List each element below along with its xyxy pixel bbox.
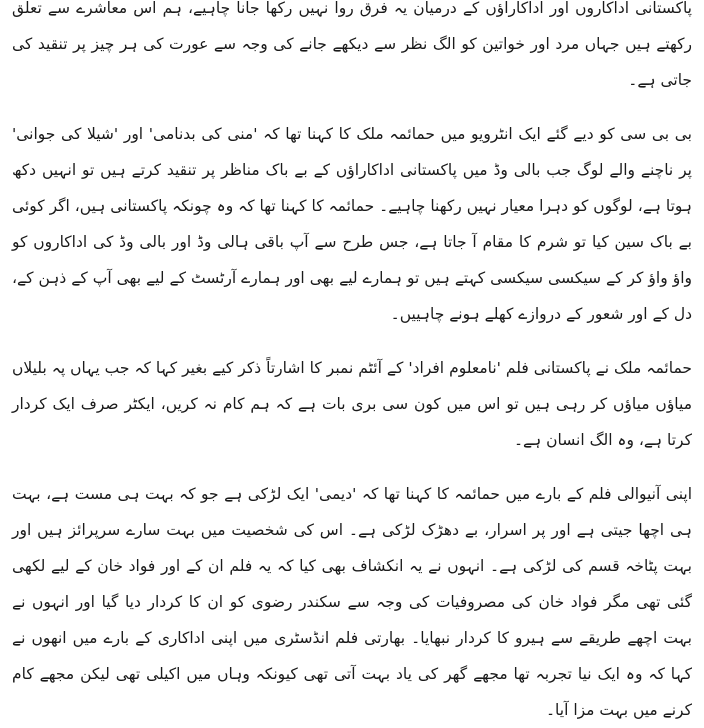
article-paragraph-4: اپنی آنیوالی فلم کے بارے میں حمائمہ کا کہنا تھا کہ 'دیمی' ایک لڑکی ہے جو کہ بہت ہی مست ہے، بہت ہی اچھا جیتی ہے اور پر اسرار، بے دھڑک لڑکی ہے۔ اس کی شخصیت میں بہت سارے سرپرائز ہیں اور بہت پٹاخہ قسم کی لڑکی ہے۔ انہوں نے یہ انکشاف بھی کیا کہ یہ فلم ان کے اور فواد خان کے لیے لکھی گئی تھی مگر فواد خان کی مصروفیات کی وجہ سے سکندر رضوی کو ان کا کردار دیا گیا اور انہوں نے بہت اچھے طریقے سے ہیرو کا کردار نبھایا۔ بھارتی فلم انڈسٹری میں اپنی اداکاری کے بارے میں انھوں نے کہا کہ وہ ایک نیا تجربہ تھا مجھے گھر کی یاد بہت آتی تھی کیونکہ وہاں میں اکیلی تھی لیکن مجھے کام کرنے میں بہت مزا آیا۔ [12,485,692,719]
article-paragraph-2: بی بی سی کو دیے گئے ایک انٹرویو میں حمائمہ ملک کا کہنا تھا کہ 'منی کی بدنامی' اور 'شیلا کی جوانی' پر ناچنے والے لوگ جب بالی وڈ میں پاکستانی اداکاراؤں کے بے باک مناظر پر تنقید کرتے ہیں تو انہیں دکھ ہوتا ہے، لوگوں کو دہرا معیار نہیں رکھنا چاہیے۔ حمائمہ کا کہنا تھا کہ وہ چونکہ پاکستانی ہیں، اگر کوئی بے باک سین کیا تو شرم کا مقام آ جاتا ہے، جس طرح سے آپ باقی ہالی وڈ اور بالی وڈ کی اداکاروں کو واؤ واؤ کر کے سیکسی سیکسی کہتے ہیں تو ہمارے لیے بھی اور ہمارے آرٹسٹ کے لیے بھی آپ کے ذہن کے، دل کے اور شعور کے دروازے کھلے ہونے چاہییں۔ [12,125,692,323]
article-body [12,0,692,728]
article-paragraph-3: حمائمہ ملک نے پاکستانی فلم 'نامعلوم افراد' کے آئٹم نمبر کا اشارتاً ذکر کیے بغیر کہا کہ جب یہاں پہ بلیلاں میاؤں میاؤں کر رہی ہیں تو اس میں کون سی بری بات ہے کہ ہم کام نہ کریں، ایکٹر صرف ایک کردار کرتا ہے، وہ الگ انسان ہے۔ [12,359,692,449]
article-paragraph-1: پاکستانی اداکاروں اور اداکاراؤں کے درمیان یہ فرق روا نہیں رکھا جانا چاہیے، ہم اس معاشرے سے تعلق رکھتے ہیں جہاں مرد اور خواتین کو الگ نظر سے دیکھے جانے کی وجہ سے عورت کی ہر چیز پر تنقید کی جاتی ہے۔ [12,0,692,89]
